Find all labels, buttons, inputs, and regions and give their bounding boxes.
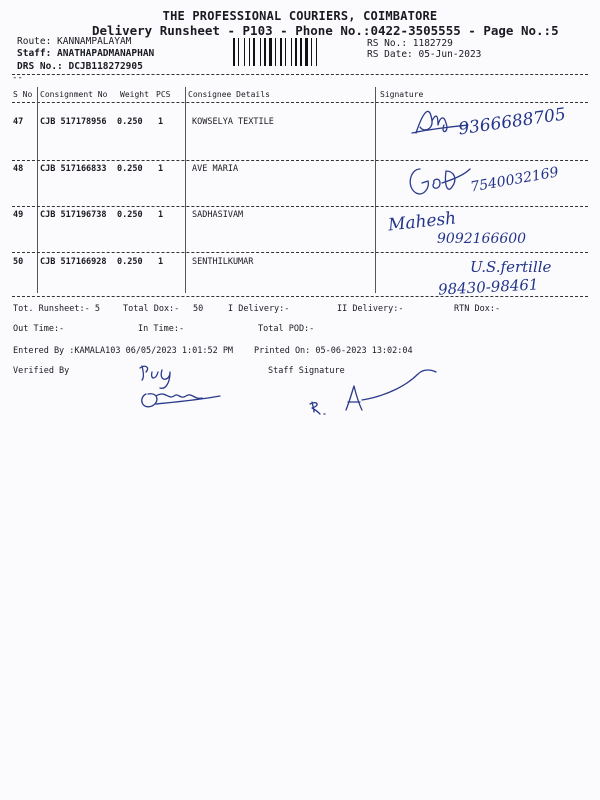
- barcode-bar: [285, 38, 286, 66]
- verifier-signature: [136, 360, 226, 415]
- barcode-bar: [233, 38, 235, 66]
- barcode-bar: [303, 38, 304, 66]
- staff-value: ANATHAPADMANAPHAN: [57, 48, 155, 59]
- col-signature: Signature: [380, 90, 424, 99]
- col-consignee: Consignee Details: [188, 90, 270, 99]
- barcode-bar: [277, 38, 279, 66]
- cell-consignee: SADHASIVAM: [192, 210, 244, 220]
- cell-pcs: 1: [158, 164, 164, 174]
- divider: [12, 296, 588, 297]
- cell-pcs: 1: [158, 117, 164, 127]
- barcode-bar: [300, 38, 302, 66]
- tot-runsheet: Tot. Runsheet:- 5: [13, 304, 100, 314]
- handwritten-name: U.S.fertille: [470, 258, 552, 276]
- cell-weight: 0.250: [117, 117, 143, 127]
- cell-consignment: CJB 517178956: [40, 117, 107, 127]
- handwritten-phone: 98430-98461: [437, 275, 539, 299]
- handwritten-phone: 9366688705: [457, 104, 568, 140]
- barcode-bar: [275, 38, 276, 66]
- cell-weight: 0.250: [117, 257, 143, 267]
- cell-consignee: AVE MARIA: [192, 164, 239, 174]
- total-dox-value: 50: [193, 304, 204, 314]
- cell-consignee: KOWSELYA TEXTILE: [192, 117, 274, 127]
- company-title: THE PROFESSIONAL COURIERS, COIMBATORE: [162, 9, 438, 23]
- barcode-bar: [273, 38, 274, 66]
- total-pod: Total POD:-: [258, 324, 315, 334]
- cell-sno: 47: [13, 117, 24, 127]
- column-rule: [37, 87, 38, 293]
- cell-weight: 0.250: [117, 164, 143, 174]
- staff-field: [17, 48, 154, 59]
- col-weight: Weight: [120, 90, 149, 99]
- cell-consignment: CJB 517166833: [40, 164, 107, 174]
- barcode-bar: [318, 38, 319, 66]
- ii-delivery: II Delivery:-: [337, 304, 404, 314]
- barcode-bar: [251, 38, 252, 66]
- barcode-bar: [291, 38, 292, 66]
- cell-weight: 0.250: [117, 210, 143, 220]
- barcode-bar: [264, 38, 266, 66]
- column-rule: [185, 87, 186, 293]
- barcode-bar: [244, 38, 245, 66]
- barcode: [233, 38, 360, 66]
- barcode-bar: [316, 38, 317, 66]
- cell-sno: 48: [13, 164, 24, 174]
- verified-by: Verified By: [13, 366, 70, 376]
- handwritten-phone: 7540032169: [469, 164, 560, 196]
- in-time: In Time:-: [138, 324, 185, 334]
- barcode-bar: [246, 38, 248, 66]
- barcode-bar: [240, 38, 243, 66]
- entered-by: Entered By :KAMALA103 06/05/2023 1:01:52 PM: [13, 346, 234, 356]
- col-consignment: Consignment No: [40, 90, 108, 99]
- barcode-bar: [238, 38, 239, 66]
- signature-mark: [404, 157, 474, 202]
- rs-date: RS Date: 05-Jun-2023: [367, 49, 482, 60]
- divider: [12, 206, 588, 207]
- barcode-bar: [311, 38, 312, 66]
- drs-label: DRS No.:: [17, 61, 69, 72]
- runsheet-title: Delivery Runsheet - P103 - Phone No.:0422-3505555 - Page No.:5: [92, 23, 559, 38]
- cell-pcs: 1: [158, 257, 164, 267]
- cell-pcs: 1: [158, 210, 164, 220]
- barcode-bar: [295, 38, 297, 66]
- staff-signature-label: Staff Signature: [268, 366, 345, 376]
- staff-signature-mark: [306, 362, 446, 417]
- barcode-bar: [298, 38, 299, 66]
- divider: [12, 160, 588, 161]
- handwritten-name: Mahesh: [387, 208, 458, 236]
- barcode-bar: [269, 38, 272, 66]
- barcode-bar: [280, 38, 282, 66]
- col-pcs: PCS: [156, 90, 171, 99]
- route-field: [17, 36, 131, 47]
- divider: [12, 74, 588, 75]
- cell-consignee: SENTHILKUMAR: [192, 257, 254, 267]
- cell-consignment: CJB 517166928: [40, 257, 107, 267]
- barcode-bar: [313, 38, 315, 66]
- i-delivery: I Delivery:-: [228, 304, 290, 314]
- dash-marker: --: [12, 73, 23, 83]
- barcode-bar: [287, 38, 290, 66]
- barcode-bar: [309, 38, 310, 66]
- barcode-bar: [293, 38, 294, 66]
- drs-field: [17, 61, 143, 72]
- rtn-dox: RTN Dox:-: [454, 304, 501, 314]
- out-time: Out Time:-: [13, 324, 65, 334]
- barcode-bar: [249, 38, 250, 66]
- printed-on: Printed On: 05-06-2023 13:02:04: [254, 346, 413, 356]
- barcode-bar: [236, 38, 237, 66]
- staff-label: Staff:: [17, 48, 58, 59]
- cell-consignment: CJB 517196738: [40, 210, 107, 220]
- divider: [12, 252, 588, 253]
- barcode-bar: [262, 38, 263, 66]
- divider: [12, 102, 588, 103]
- rs-no: RS No.: 1182729: [367, 38, 453, 49]
- cell-sno: 50: [13, 257, 24, 267]
- col-sno: S No: [13, 90, 33, 99]
- barcode-bar: [253, 38, 255, 66]
- handwritten-phone: 9092166600: [437, 231, 527, 247]
- column-rule: [375, 87, 376, 293]
- barcode-bar: [267, 38, 268, 66]
- route-label: Route:: [17, 36, 58, 47]
- barcode-bar: [305, 38, 308, 66]
- barcode-bar: [260, 38, 261, 66]
- barcode-bar: [256, 38, 259, 66]
- barcode-bar: [283, 38, 284, 66]
- route-value: KANNAMPALAYAM: [57, 36, 132, 47]
- drs-value: DCJB118272905: [68, 61, 143, 72]
- total-dox-label: Total Dox:-: [123, 304, 180, 314]
- cell-sno: 49: [13, 210, 24, 220]
